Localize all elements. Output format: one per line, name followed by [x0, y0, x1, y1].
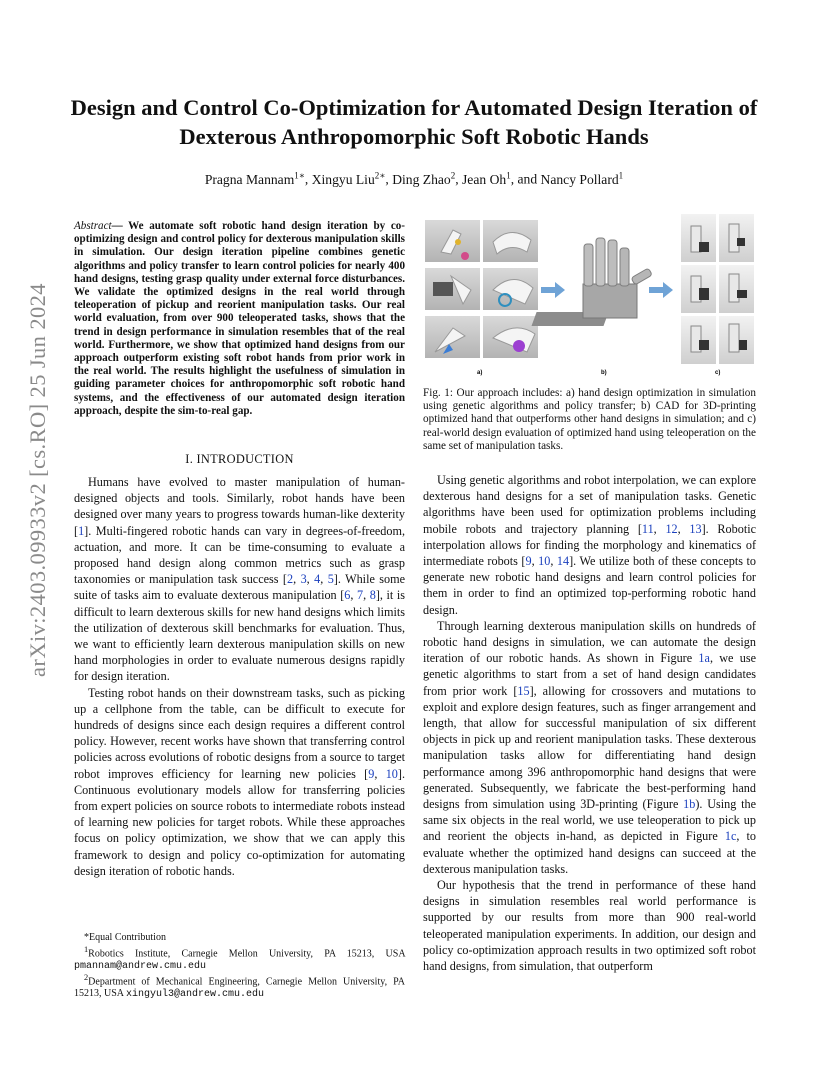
citation-link[interactable]: 8: [369, 588, 376, 603]
paragraph: Through learning dexterous manipulation skills on hundreds of robotic hand designs in simulation, we can automate the design iteration of our robotic hands. As shown in Figure 1a, we use genetic algorithms to start from a set of hand design candidates from prior work [15], allowing for crossovers and mutations to exploit and explore design features, such as finger arrangement and length, that allow for successful manipulation of six different objects in pick up and reorient manipulation tasks. These dexterous manipulation tasks allow for differentiating hand design performance among 396 anthropomorphic hand designs that were generated. Subsequently, we fabricate the best-performing hand designs from simulation using 3D-printing (Figure 1b). Using the same six objects in the real world, we use teleoperation to pick up and reorient the objects in-hand, as depicted in Figure 1c, to evaluate whether the optimized hand designs can succeed at the dexterous manipulation tasks.: [423, 618, 756, 876]
citation-link[interactable]: 1a: [698, 651, 710, 666]
footnote-affiliation-1: $^1$Robotics Institute, Carnegie Mellon University, PA 15213, USA pmannam@andrew.cmu.edu: [74, 944, 405, 972]
footnote-affiliation-2: $^2$Department of Mechanical Engineering, Carnegie Mellon University, PA 15213, USA xingyul3@andrew.cmu.edu: [74, 973, 405, 1001]
citation-link[interactable]: 1b: [683, 797, 696, 812]
citation-link[interactable]: 6: [344, 588, 351, 603]
paragraph: Our hypothesis that the trend in performance of these hand designs in simulation resembles real world performance is supported by our results from more than 900 real-world teleoperated manipulation experiments. In addition, our design and policy co-optimization approach results in two optimized soft robot hand designs, from simulation, that outperform: [423, 878, 756, 974]
citation-link[interactable]: 14: [556, 554, 570, 569]
citation-link[interactable]: 2: [287, 572, 294, 587]
citation-link[interactable]: 12: [665, 521, 678, 536]
citation-link[interactable]: 9: [525, 554, 532, 569]
arrow-icon: [649, 282, 673, 298]
citation-link[interactable]: 5: [327, 572, 334, 587]
author: Xingyu Liu$^{2∗}$: [311, 170, 386, 187]
abstract: [74, 220, 405, 418]
title-line-1: Design and Control Co-Optimization for Automated Design Iteration of: [70, 95, 758, 120]
email: pmannam@andrew.cmu.edu: [74, 960, 207, 972]
email: xingyul3@andrew.cmu.edu: [125, 989, 264, 1001]
footnotes: [74, 932, 405, 1001]
arrow-icon: [541, 282, 565, 298]
paragraph: Humans have evolved to master manipulation of human-designed objects and tools. Similarly, robot hands have been designed over many years to progress towards human-like dexterity [1]. Multi-fingered robotic hands can vary in degrees-of-freedom, actuation, and more. It can be time-consuming to evaluate a proposed hand design along common metrics such as grasp taxonomies or manipulation task success [2, 3, 4, 5]. While some suite of tasks aim to evaluate dexterous manipulation [6, 7, 8], it is difficult to learn dexterous skills for new hand designs which limits the utilization of dexterous skill benchmarks for evaluation. Thus, we want to efficiently learn dexterous manipulation skills on new hand morphologies in order to evaluate numerous designs rapidly for design iteration.: [74, 475, 406, 684]
citation-link[interactable]: 1c: [724, 829, 737, 844]
left-column: [74, 474, 405, 879]
arxiv-side-stamp: arXiv:2403.09933v2 [cs.RO] 25 Jun 2024: [25, 283, 50, 677]
right-column: [423, 472, 756, 974]
footnote-equal: *Equal Contribution: [84, 932, 166, 943]
citation-link[interactable]: 7: [357, 588, 364, 603]
author: Nancy Pollard$^1$: [540, 170, 624, 187]
author-list: Pragna Mannam$^{1∗}$, Xingyu Liu$^{2∗}$, Ding Zhao$^2$, Jean Oh$^1$, and Nancy Pollard$^1$: [204, 170, 624, 187]
abstract-label: Abstract: [74, 220, 112, 232]
simulation-panel: [425, 220, 538, 358]
figure-label-a: a): [477, 370, 483, 376]
figure-caption: Fig. 1: Our approach includes: a) hand design optimization in simulation using genetic algorithms and policy transfer; b) CAD for 3D-printing optimized hand that outperforms other hand designs in simulation; and c) real-world design evaluation of optimized hand using teleoperation on the same set of manipulation tasks.: [423, 387, 756, 452]
citation-link[interactable]: 10: [538, 554, 551, 569]
cad-hand-render: [532, 238, 653, 326]
abstract-text: — We automate soft robotic hand design iteration by co-optimizing design and control policy for dexterous manipulation skills in simulation. Our design iteration pipeline combines genetic algorithms and policy transfer to learn control policies for nearly 400 hand designs, testing grasp quality under external force disturbances. We validate the optimized designs in the real world through teleoperation of pickup and reorient manipulation tasks. Our real world evaluation, from over 900 teleoperated tasks, shows that the trend in design performance in simulation resembles that of the real world. Furthermore, we show that optimized hand designs from our approach outperform existing soft robot hands from prior work in the real world. The results highlight the usefulness of simulation in guiding parameter choices for anthropomorphic soft robotic hand systems, and the effectiveness of our automated design iteration approach, despite the sim-to-real gap.: [74, 220, 405, 417]
figure-label-b: b): [601, 370, 607, 376]
real-world-photos: [681, 214, 754, 364]
paper-title: [60, 93, 768, 151]
figure-1: [423, 212, 756, 380]
citation-link[interactable]: 3: [300, 572, 307, 587]
author: Ding Zhao$^2$: [392, 170, 456, 187]
author: Jean Oh$^1$: [462, 170, 511, 187]
figure-label-c: c): [715, 370, 721, 376]
citation-link[interactable]: 1: [78, 523, 85, 538]
citation-link[interactable]: 15: [517, 683, 530, 698]
citation-link[interactable]: 4: [314, 572, 321, 587]
paragraph: Using genetic algorithms and robot interpolation, we can explore dexterous hand designs for a set of manipulation tasks. Genetic algorithms have been used for optimization problems including mobile robots and trajectory planning [11, 12, 13]. Robotic interpolation allows for finding the morphology and kinematics of intermediate robots [9, 10, 14]. We utilize both of these concepts to generate new robotic hand designs and learn control policies for them in order to find an optimized top-performing robotic hand design.: [423, 473, 757, 617]
paragraph: Testing robot hands on their downstream tasks, such as picking up a cellphone from the table, can be difficult to execute for hundreds of designs since each design requires a different control policy. However, recent works have shown that transferring control policies across evolutions of robotic designs from a source to target robot improves efficiency for learning new policies [9, 10]. Continuous evolutionary models allow for transferring policies from expert policies on source robots to intermediate robots instead of learning new policies for target robots. While these approaches focus on policy optimization, we show that we can apply this framework to design and policy co-optimization for automating design iteration of robotic hands.: [74, 685, 405, 878]
author: Pragna Mannam$^{1∗}$: [204, 170, 305, 187]
citation-link[interactable]: 9: [368, 766, 375, 781]
title-line-2: Dexterous Anthropomorphic Soft Robotic Hands: [179, 124, 649, 149]
section-heading: I. INTRODUCTION: [185, 452, 294, 466]
citation-link[interactable]: 13: [689, 521, 702, 536]
citation-link[interactable]: 11: [641, 521, 654, 536]
citation-link[interactable]: 10: [385, 766, 398, 781]
